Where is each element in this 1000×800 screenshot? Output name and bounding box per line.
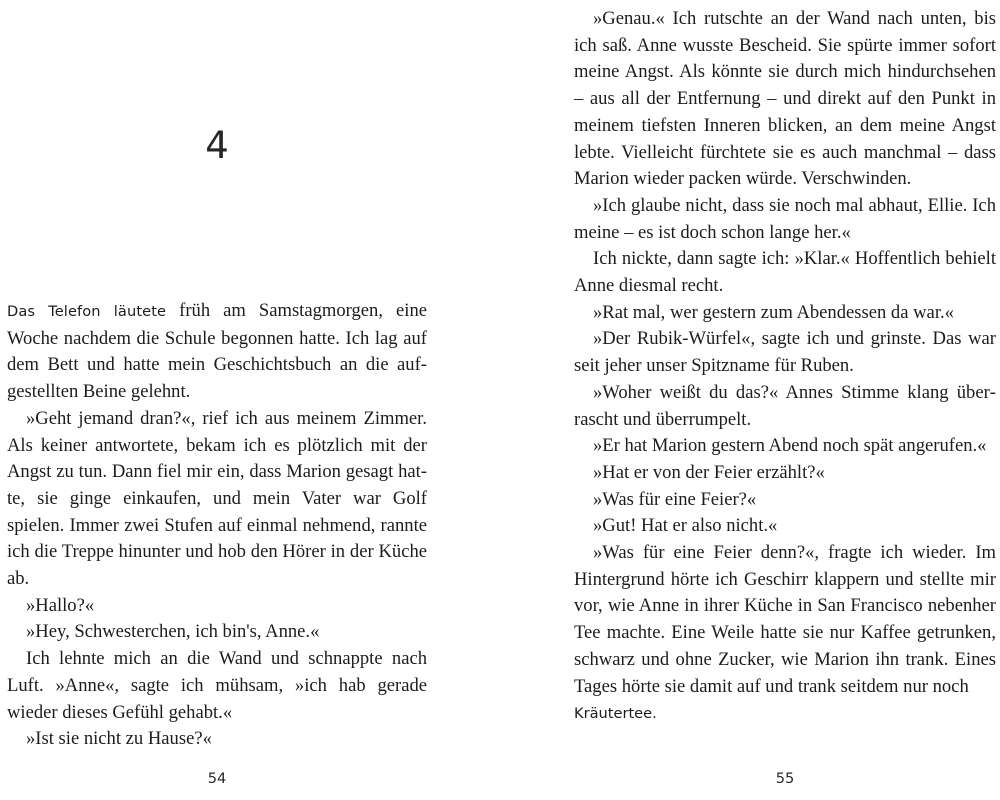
paragraph: Ich lehnte mich an die Wand und schnappte nach Luft. »Anne«, sagte ich mühsam, »ich hab gerade wieder dieses Gefühl gehabt.«	[7, 648, 427, 723]
paragraph: »Was für eine Feier?«	[593, 488, 757, 510]
last-word: Kräutertee.	[574, 705, 657, 723]
paragraph: »Ich glaube nicht, dass sie noch mal abhaut, Ellie. Ich meine – es ist doch schon lange her.«	[574, 194, 996, 243]
page-number-left: 54	[207, 770, 227, 787]
paragraph-continuation	[574, 700, 996, 728]
paragraph: »Der Rubik-Würfel«, sagte ich und grinste. Das war seit jeher unser Spitzname für Ruben.	[574, 328, 996, 377]
right-page-text	[574, 6, 996, 728]
paragraph: »Woher weißt du das?« Annes Stimme klang überrascht und überrumpelt.	[574, 381, 996, 430]
first-paragraph	[7, 298, 427, 406]
paragraph: »Genau.« Ich rutschte an der Wand nach unten, bis ich saß. Anne wusste Bescheid. Sie spürte immer sofort meine Angst. Als könnte sie durch mich hindurchsehen – aus all der Entfernung – und direkt auf den Punkt in meinem tiefsten Inneren blicken, an dem meine Angst lebte. Vielleicht fürchtete sie es auch manchmal – dass Marion wieder packen würde. Verschwinden.	[574, 8, 996, 190]
paragraph: »Geht jemand dran?«, rief ich aus meinem Zimmer. Als keiner antwortete, bekam ich es plötzlich mit der Angst zu tun. Dann fiel mir ein, dass Marion gesagt hatte, sie ginge einkaufen, und mein Vater war Golf spielen. Immer zwei Stufen auf einmal nehmend, rannte ich die Treppe hinunter und hob den Hörer in der Küche ab.	[7, 407, 427, 590]
paragraph: »Rat mal, wer gestern zum Abendessen da war.«	[593, 301, 954, 323]
paragraph: »Hat er von der Feier erzählt?«	[593, 461, 825, 483]
paragraph: Ich nickte, dann sagte ich: »Klar.« Hoffentlich behielt Anne diesmal recht.	[574, 248, 996, 297]
paragraph: »Hallo?«	[26, 594, 95, 616]
paragraph: »Gut! Hat er also nicht.«	[593, 515, 778, 537]
paragraph: »Er hat Marion gestern Abend noch spät angerufen.«	[593, 435, 987, 457]
chapter-number: 4	[205, 124, 229, 167]
page-number-right: 55	[775, 770, 795, 787]
left-page-text	[7, 298, 427, 753]
paragraph: »Hey, Schwesterchen, ich bin's, Anne.«	[26, 621, 320, 643]
first-paragraph-text: früh am Samstagmorgen, eine Woche nachdem die Schule begonnen hatte. Ich lag auf dem Bett und hatte mein Geschichtsbuch an die aufgestellten Beine gelehnt.	[7, 300, 427, 403]
left-page	[7, 0, 427, 800]
paragraph: »Ist sie nicht zu Hause?«	[26, 728, 212, 750]
paragraph: »Was für eine Feier denn?«, fragte ich wieder. Im Hintergrund hörte ich Geschirr klappern und stellte mir vor, wie Anne in ihrer Küche in San Francisco nebenher Tee machte. Eine Weile hatte sie nur Kaffee getrunken, schwarz und ohne Zucker, wie Marion ihn trank. Eines Tages hörte sie damit auf und trank seitdem nur noch	[574, 542, 996, 697]
right-page	[574, 0, 996, 800]
chapter-lead-in: Das Telefon läutete	[7, 303, 167, 320]
